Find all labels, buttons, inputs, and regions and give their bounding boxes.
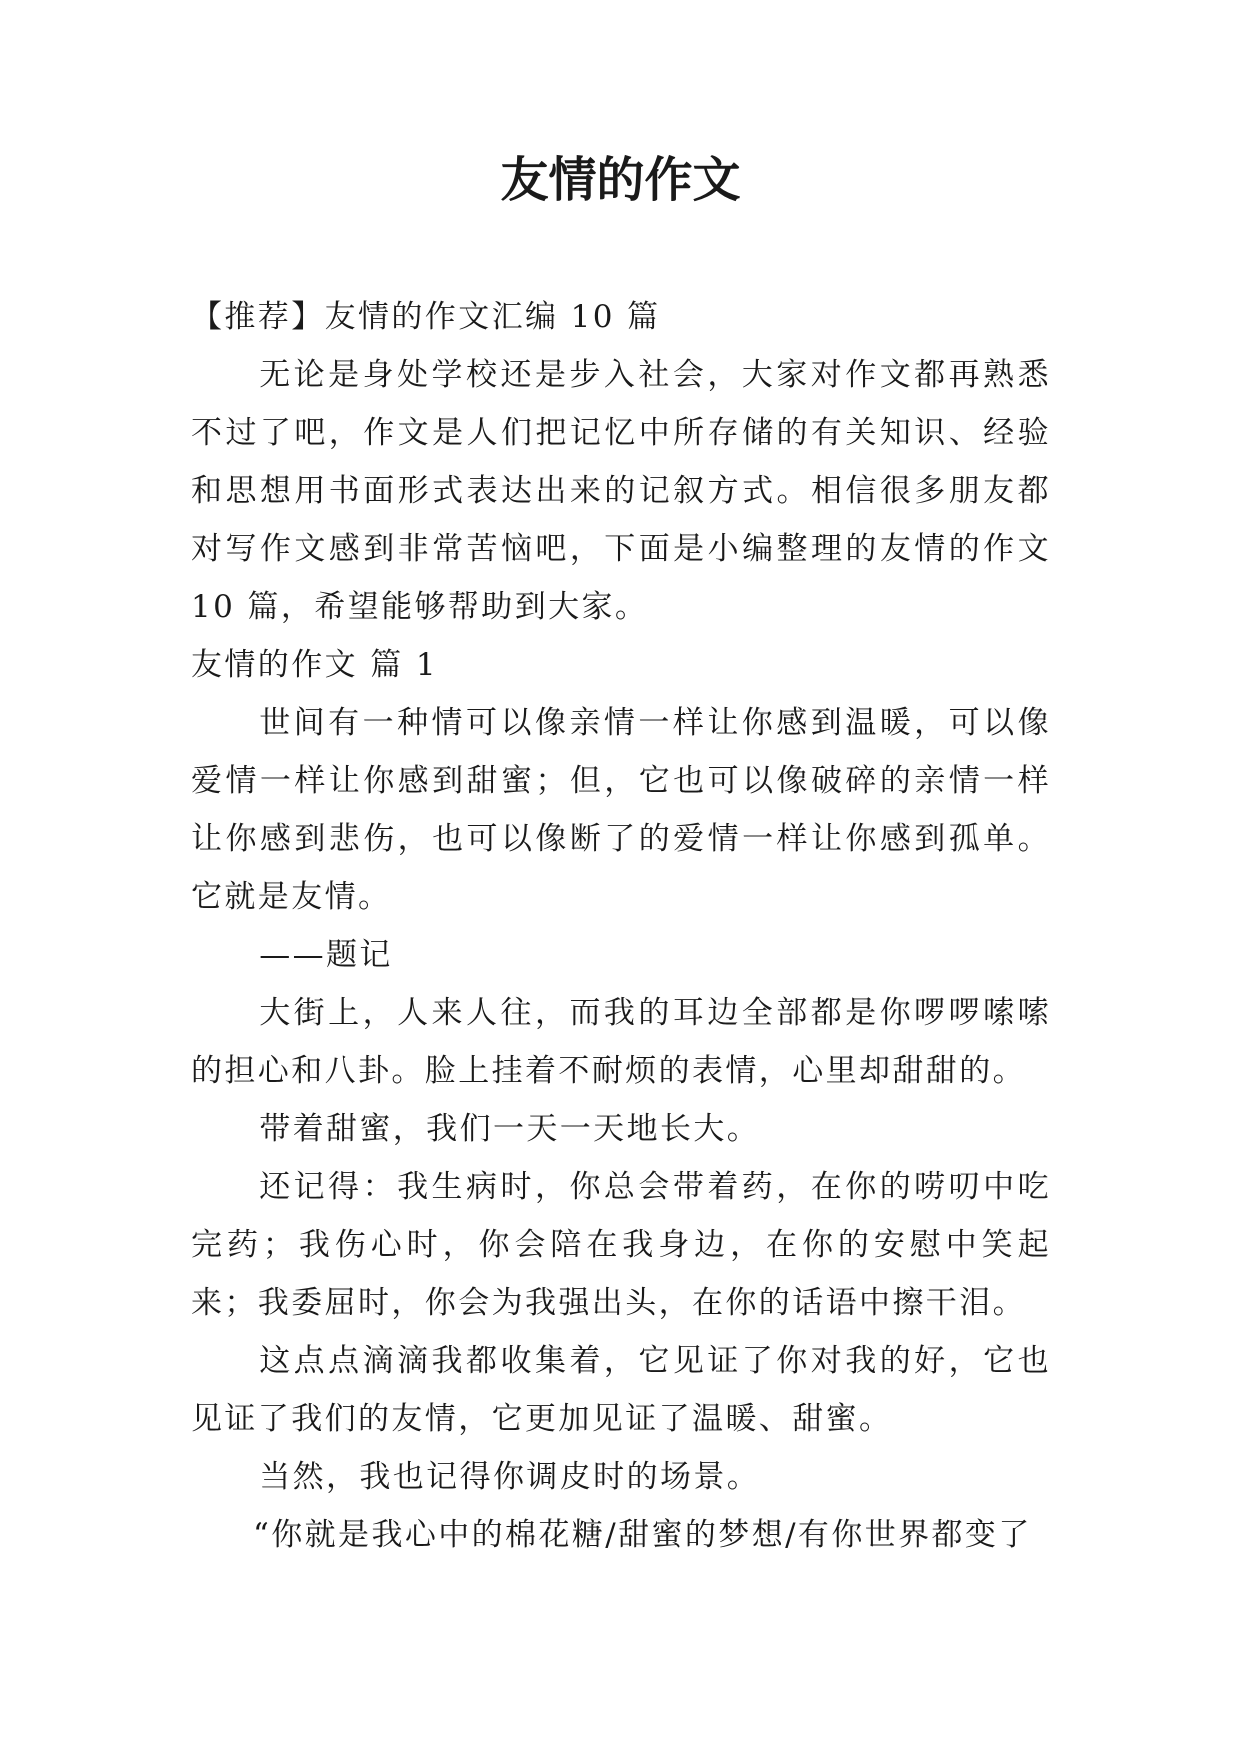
body-paragraph: 世间有一种情可以像亲情一样让你感到温暖，可以像爱情一样让你感到甜蜜；但，它也可以像破碎的亲情一样让你感到悲伤，也可以像断了的爱情一样让你感到孤单。它就是友情。	[191, 705, 1051, 915]
body-paragraph: 还记得：我生病时，你总会带着药，在你的唠叨中吃完药；我伤心时，你会陪在我身边，在你的安慰中笑起来；我委屈时，你会为我强出头，在你的话语中擦干泪。	[191, 1169, 1051, 1321]
epigraph-attribution: ——题记	[259, 937, 393, 973]
body-paragraph: 当然，我也记得你调皮时的场景。	[259, 1459, 761, 1495]
intro-paragraph: 无论是身处学校还是步入社会，大家对作文都再熟悉不过了吧，作文是人们把记忆中所存储的有关知识、经验和思想用书面形式表达出来的记叙方式。相信很多朋友都对写作文感到非常苦恼吧，下面是小编整理的友情的作文 10 篇，希望能够帮助到大家。	[191, 357, 1051, 625]
body-paragraph: 这点点滴滴我都收集着，它见证了你对我的好，它也见证了我们的友情，它更加见证了温暖、甜蜜。	[191, 1343, 1051, 1437]
document-body	[191, 288, 1051, 1564]
body-paragraph: 带着甜蜜，我们一天一天地长大。	[259, 1111, 761, 1147]
quote-paragraph: “你就是我心中的棉花糖/甜蜜的梦想/有你世界都变了	[253, 1517, 1032, 1553]
document-title: 友情的作文	[500, 152, 741, 208]
recommend-heading: 【推荐】友情的作文汇编 10 篇	[191, 299, 661, 335]
body-paragraph: 大街上，人来人往，而我的耳边全部都是你啰啰嗦嗦的担心和八卦。脸上挂着不耐烦的表情，心里却甜甜的。	[191, 995, 1051, 1089]
section-heading: 友情的作文 篇 1	[191, 647, 439, 683]
